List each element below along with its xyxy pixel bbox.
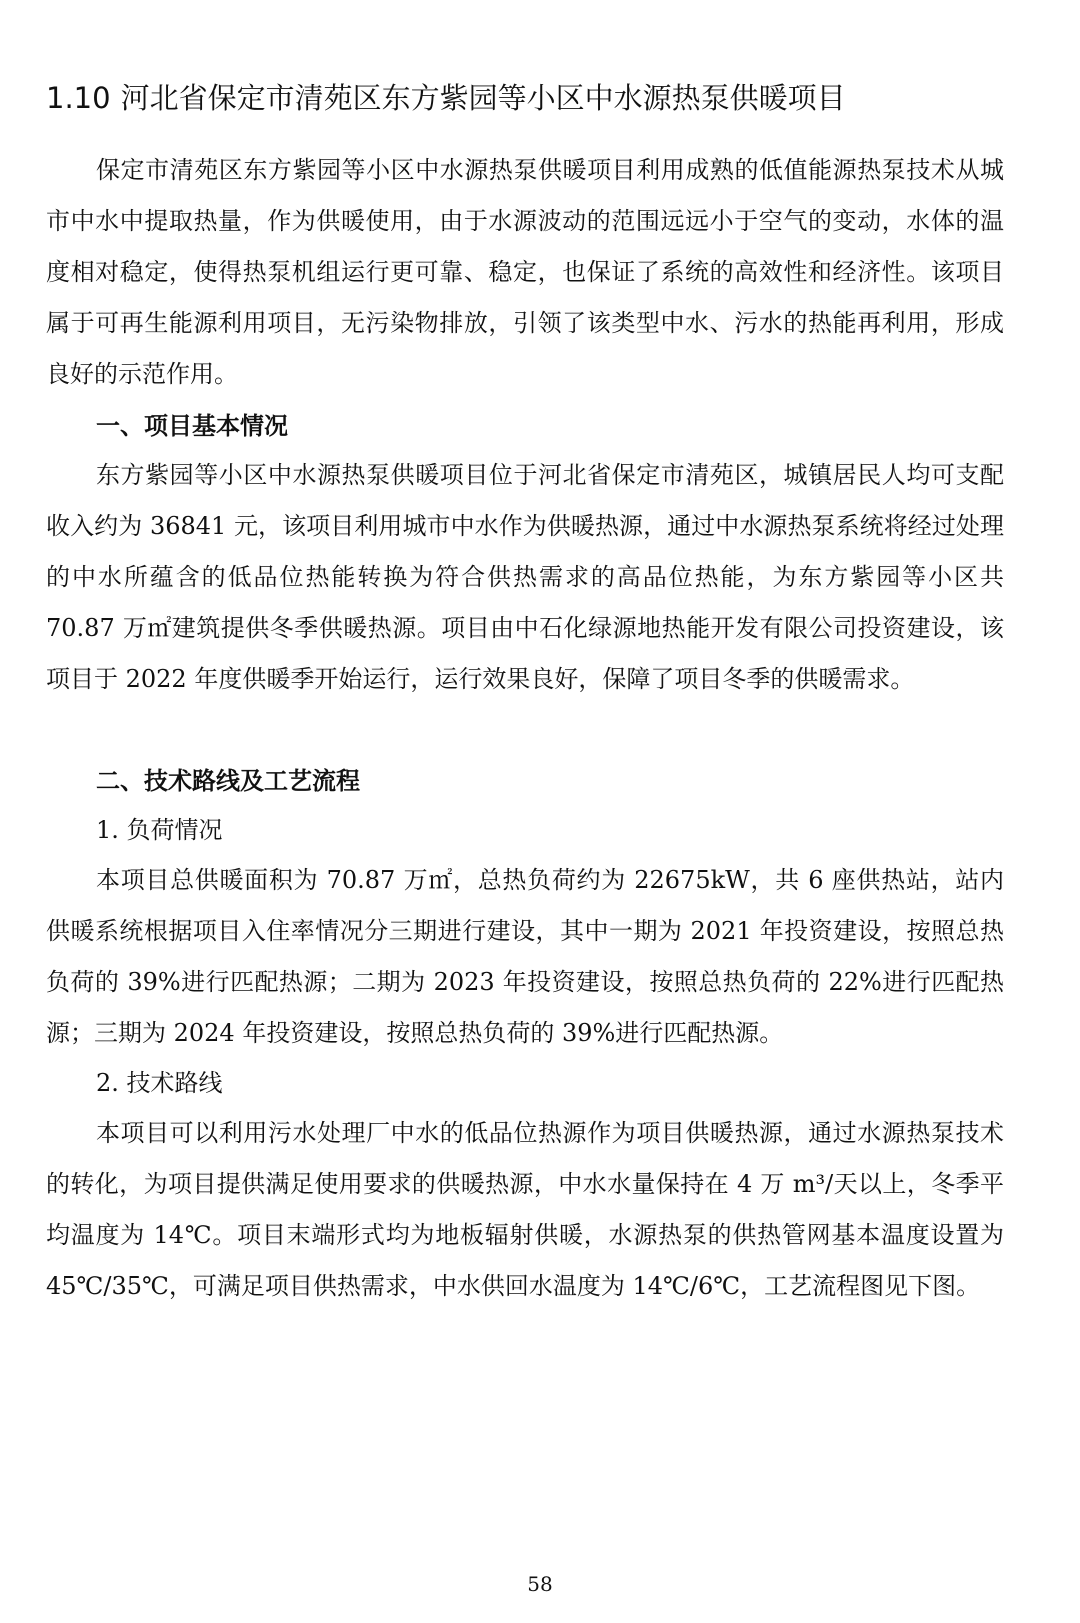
section-title-text: 河北省保定市清苑区东方紫园等小区中水源热泵供暖项目 xyxy=(120,81,846,115)
load-paragraph: 本项目总供暖面积为 70.87 万㎡，总热负荷约为 22675kW，共 6 座供热站，站内供暖系统根据项目入住率情况分三期进行建设，其中一期为 2021 年投资建设，按照总热负荷的 39%进行匹配热源；二期为 2023 年投资建设，按照总热负荷的 22%进行匹配热源；三期为 2024 年投资建设，按照总热负荷的 39%进行匹配热源。 xyxy=(46,866,1004,1047)
subheading-tech-route: 2. 技术路线 xyxy=(96,1069,223,1097)
basic-info-paragraph: 东方紫园等小区中水源热泵供暖项目位于河北省保定市清苑区，城镇居民人均可支配收入约为 36841 元，该项目利用城市中水作为供暖热源，通过中水源热泵系统将经过处理的中水所蕴含的低品位热能转换为符合供热需求的高品位热能，为东方紫园等小区共 70.87 万㎡建筑提供冬季供暖热源。项目由中石化绿源地热能开发有限公司投资建设，该项目于 2022 年度供暖季开始运行，运行效果良好，保障了项目冬季的供暖需求。 xyxy=(46,461,1004,693)
intro-paragraph: 保定市清苑区东方紫园等小区中水源热泵供暖项目利用成熟的低值能源热泵技术从城市中水中提取热量，作为供暖使用，由于水源波动的范围远远小于空气的变动，水体的温度相对稳定，使得热泵机组运行更可靠、稳定，也保证了系统的高效性和经济性。该项目属于可再生能源利用项目，无污染物排放，引领了该类型中水、污水的热能再利用，形成良好的示范作用。 xyxy=(46,156,1004,388)
section-heading-technical-route: 二、技术路线及工艺流程 xyxy=(96,766,360,795)
section-number: 1.10 xyxy=(46,81,111,115)
tech-route-paragraph: 本项目可以利用污水处理厂中水的低品位热源作为项目供暖热源，通过水源热泵技术的转化，为项目提供满足使用要求的供暖热源，中水水量保持在 4 万 m³/天以上，冬季平均温度为 14℃。项目末端形式均为地板辐射供暖，水源热泵的供热管网基本温度设置为 45℃/35℃，可满足项目供热需求，中水供回水温度为 14℃/6℃，工艺流程图见下图。 xyxy=(46,1119,1004,1300)
page-number: 58 xyxy=(527,1572,553,1596)
subheading-load: 1. 负荷情况 xyxy=(96,816,223,844)
page-title xyxy=(46,78,1036,118)
section-heading-basic-info: 一、项目基本情况 xyxy=(96,411,288,440)
